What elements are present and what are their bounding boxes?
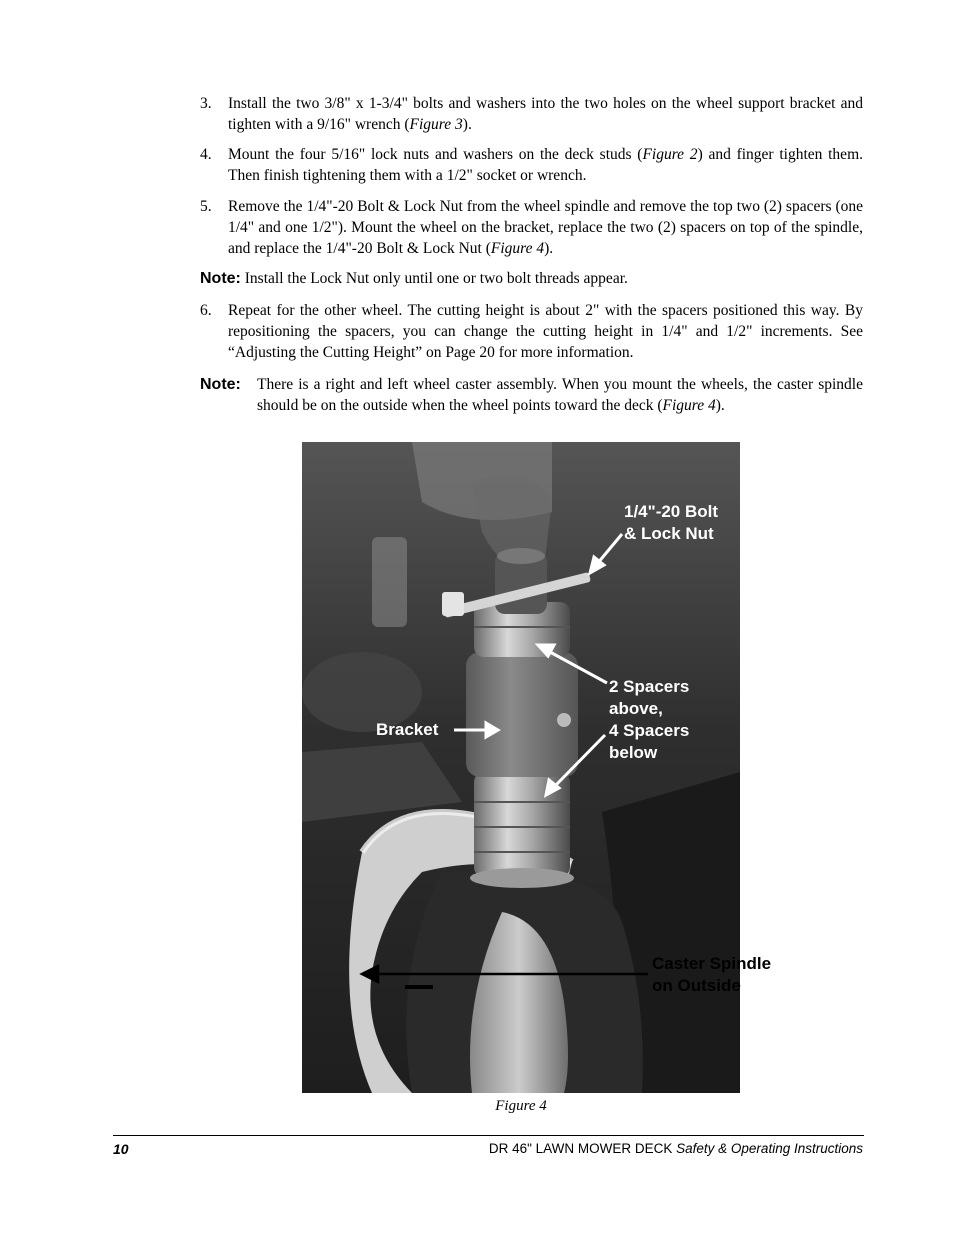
step-6 xyxy=(200,300,863,363)
dash-mark xyxy=(405,985,433,989)
note-text: There is a right and left wheel caster assembly. When you mount the wheels, the caster spindle should be on the outside when the wheel points toward the deck (Figure 4). xyxy=(257,376,863,414)
footer-divider xyxy=(113,1135,864,1136)
figure-reference: Figure 3 xyxy=(409,116,463,133)
lock-nut xyxy=(442,592,464,616)
step-text: Repeat for the other wheel. The cutting height is about 2" with the spacers positioned this way. By repositioning the spacers, you can change the cutting height in 1/4" and 1/2" increments. See “Adjusting the Cutting Height” on Page 20 for more information. xyxy=(228,302,863,361)
note-caster-assembly xyxy=(200,374,863,416)
step-number: 4. xyxy=(200,146,212,163)
set-screw xyxy=(557,713,571,727)
note-text: Install the Lock Nut only until one or two bolt threads appear. xyxy=(244,270,628,287)
background-bolt-blur xyxy=(372,537,407,627)
step-3 xyxy=(200,93,863,135)
figure-reference: Figure 2 xyxy=(642,146,698,163)
figure-reference: Figure 4 xyxy=(662,397,716,414)
callout-spacers: 2 Spacers above, 4 Spacers below xyxy=(609,677,690,762)
step-5 xyxy=(200,196,863,259)
callout-bracket: Bracket xyxy=(376,720,439,739)
note-label: Note: xyxy=(200,270,241,287)
step-number: 3. xyxy=(200,95,212,112)
step-number: 5. xyxy=(200,198,212,215)
weld xyxy=(470,868,574,888)
page-number: 10 xyxy=(113,1141,129,1157)
figure-reference: Figure 4 xyxy=(490,240,545,257)
note-label: Note: xyxy=(200,376,241,393)
callout-bolt-lock-nut: 1/4"-20 Bolt & Lock Nut xyxy=(624,502,719,543)
step-text: Remove the 1/4"-20 Bolt & Lock Nut from the wheel spindle and remove the top two (2) spacers (one 1/4" and one 1/2"). Mount the wheel on the bracket, replace the two (2) spacers on top of the spindle, and replace the 1/4"-20 Bolt & Lock Nut (Figure 4). xyxy=(228,198,863,257)
callout-caster-spindle: Caster Spindle on Outside xyxy=(652,954,772,995)
step-4 xyxy=(200,144,863,186)
step-text: Mount the four 5/16" lock nuts and washers on the deck studs (Figure 2) and finger tighten them. Then finish tightening them with a 1/2" socket or wrench. xyxy=(228,146,863,184)
figure-caption: Figure 4 xyxy=(495,1098,547,1114)
footer-subtitle: Safety & Operating Instructions xyxy=(676,1141,863,1156)
step-text: Install the two 3/8" x 1-3/4" bolts and washers into the two holes on the wheel support bracket and tighten with a 9/16" wrench (Figure 3). xyxy=(228,95,863,133)
note-lock-nut xyxy=(200,268,863,289)
step-number: 6. xyxy=(200,302,212,319)
footer-title: DR 46" LAWN MOWER DECK Safety & Operating Instructions xyxy=(488,1141,863,1156)
